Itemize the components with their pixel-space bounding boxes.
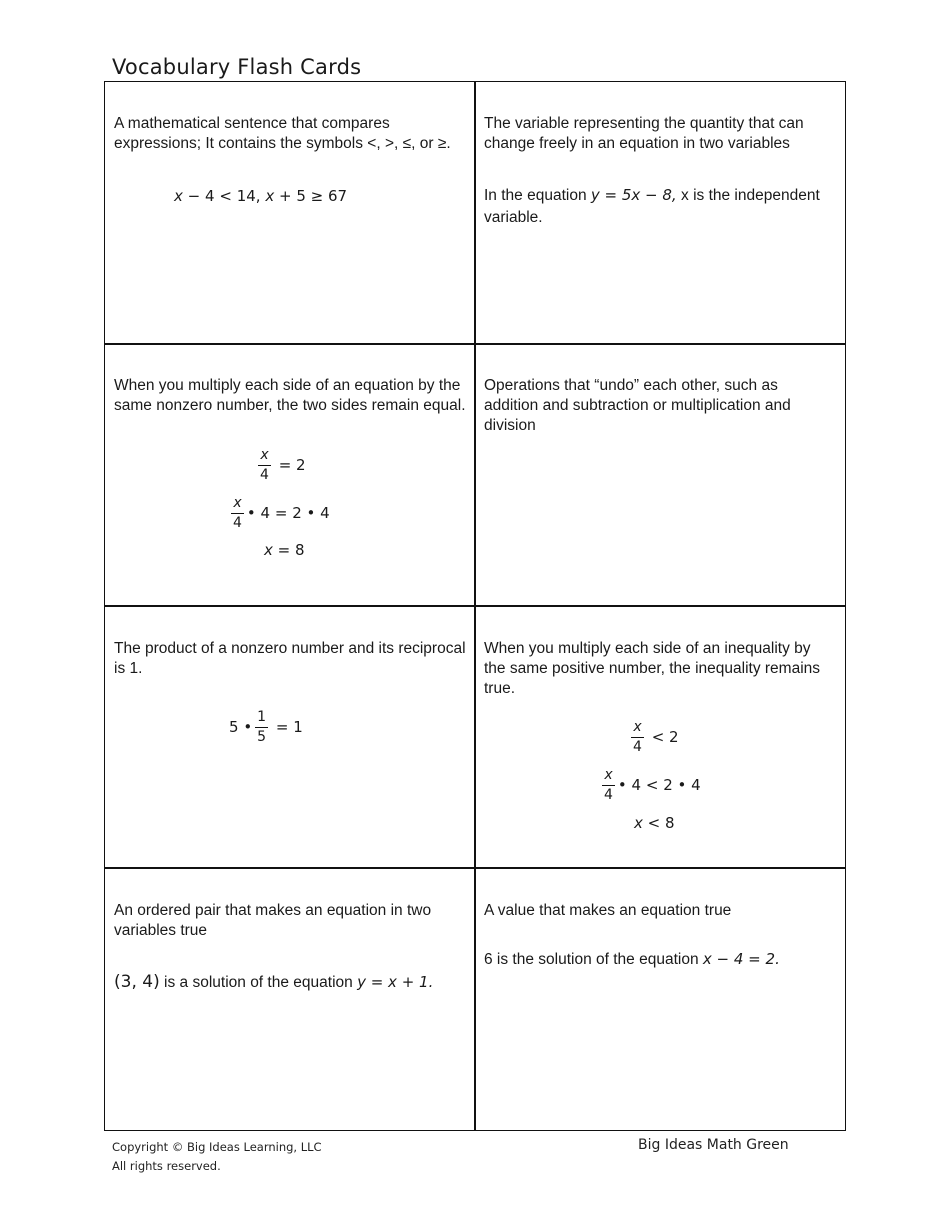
inequality-step-1: $\frac{x}{4}$ < 2 (633, 719, 679, 755)
flash-card-multiplicative-inverse (114, 639, 466, 679)
grid-divider-row-2 (104, 605, 846, 607)
grid-divider-row-1 (104, 343, 846, 345)
flash-card-independent-variable (484, 114, 836, 154)
card-definition: The variable representing the quantity that can change freely in an equation in two variables (484, 115, 804, 152)
card-example-reciprocal: 5 • $\frac{1}{5}$ = 1 (229, 709, 303, 745)
footer-brand: Big Ideas Math Green (638, 1137, 789, 1153)
footer-copyright: Copyright © Big Ideas Learning, LLC (112, 1140, 322, 1154)
flash-card-solution-two-variables (114, 901, 466, 941)
equation-step-3: x = 8 (264, 541, 305, 559)
card-definition: The product of a nonzero number and its reciprocal is 1. (114, 640, 466, 677)
footer-rights: All rights reserved. (112, 1159, 221, 1173)
page-title: Vocabulary Flash Cards (112, 55, 362, 79)
inequality-step-2: $\frac{x}{4}$ • 4 < 2 • 4 (604, 767, 701, 803)
card-definition: When you multiply each side of an inequality by the same positive number, the inequality remains true. (484, 640, 821, 697)
flash-card-solution-equation (484, 901, 836, 921)
card-definition: Operations that “undo” each other, such as addition and subtraction or multiplication and division (484, 377, 791, 434)
card-example-inequality: x − 4 < 14, x + 5 ≥ 67 (174, 187, 348, 205)
flash-card-multiplication-property-equality (114, 376, 466, 416)
card-example-solution: 6 is the solution of the equation x − 4 = 2. (484, 950, 780, 968)
equation-step-2: $\frac{x}{4}$ • 4 = 2 • 4 (233, 495, 330, 531)
equation-step-1: $\frac{x}{4}$ = 2 (260, 447, 306, 483)
card-example-independent-variable: In the equation y = 5x − 8, x is the independent variable. (484, 186, 820, 226)
flash-card-multiplication-property-inequality (484, 639, 836, 699)
flash-card-inequality (114, 114, 466, 154)
inequality-step-3: x < 8 (634, 814, 675, 832)
card-definition: When you multiply each side of an equation by the same nonzero number, the two sides remain equal. (114, 377, 466, 414)
card-definition: A mathematical sentence that compares expressions; It contains the symbols <, >, ≤, or ≥. (114, 115, 451, 152)
card-definition: A value that makes an equation true (484, 902, 732, 919)
card-example-ordered-pair: (3, 4) is a solution of the equation y = x + 1. (114, 972, 434, 992)
card-definition: An ordered pair that makes an equation in two variables true (114, 902, 432, 939)
grid-divider-row-3 (104, 867, 846, 869)
flash-card-inverse-operations (484, 376, 836, 436)
